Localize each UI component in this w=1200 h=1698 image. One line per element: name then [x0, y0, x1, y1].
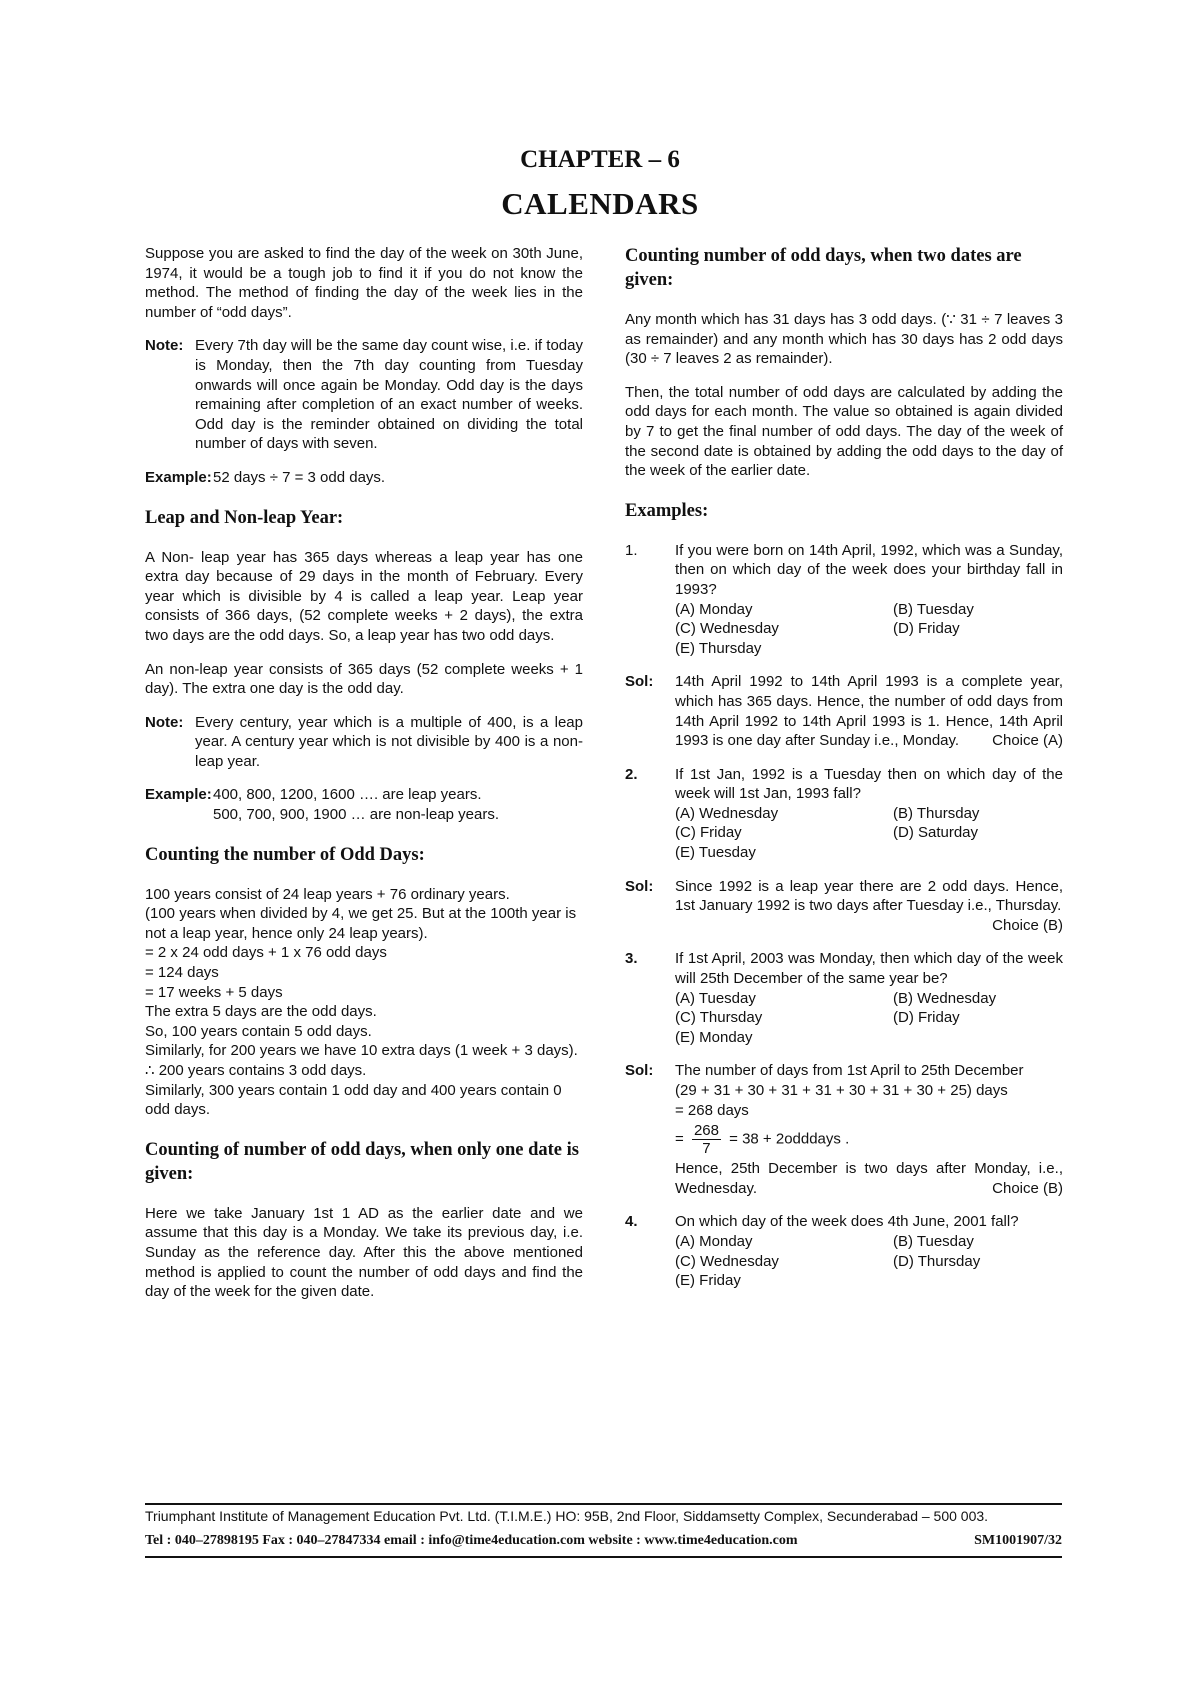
solution-3 [625, 1061, 1063, 1198]
note-text: Every century, year which is a multiple of 400, is a leap year. A century year which is not divisible by 400 is a non-leap year. [195, 713, 583, 770]
counting-line: Similarly, 300 years contain 1 odd day and 400 years contain 0 odd days. [145, 1081, 562, 1119]
fraction [692, 1122, 721, 1157]
solution-line: The number of days from 1st April to 25th December [675, 1062, 1024, 1080]
example-block [145, 468, 583, 488]
counting-line: (100 years when divided by 4, we get 25. But at the 100th year is not a leap year, hence only 24 leap years). [145, 905, 577, 942]
intro-paragraph: Suppose you are asked to find the day of the week on 30th June, 1974, it would be a tough job to find it if you do not know the method. The method of finding the day of the week lies in the number of “odd days”. [145, 245, 583, 321]
option: (C) Friday [675, 824, 742, 842]
solution-text: Hence, 25th December is two days after Monday, i.e., Wednesday. [675, 1160, 1063, 1197]
option: (D) Saturday [893, 824, 979, 842]
counting-line: = 124 days [145, 964, 219, 982]
question-text: If 1st April, 2003 was Monday, then which day of the week will 25th December of the same year be? [675, 950, 1063, 988]
question-4 [625, 1212, 1063, 1290]
solution-1 [625, 672, 1063, 750]
footer-contact-details: Tel : 040–27898195 Fax : 040–27847334 email : info@time4education.com website : www.time4education.com [145, 1533, 798, 1548]
solution-body [675, 672, 1063, 750]
solution-text: 14th April 1992 to 14th April 1993 is a complete year, which has 365 days. Hence, the number of odd days from 14th April 1992 to 14th April 1993 is 1. Hence, 14th April 1993 is one day after Sunday i.e., Monday. [675, 673, 1063, 750]
option: (A) Tuesday [675, 989, 756, 1007]
footer-address: Triumphant Institute of Management Education Pvt. Ltd. (T.I.M.E.) HO: 95B, 2nd Floor, Siddamsetty Complex, Secunderabad – 500 003. [145, 1508, 989, 1524]
question-number: 3. [625, 950, 638, 968]
option: (B) Tuesday [893, 600, 974, 618]
heading-one-date: Counting of number of odd days, when only one date is given: [145, 1139, 579, 1184]
answer-choice: Choice (A) [992, 732, 1063, 750]
option: (C) Wednesday [675, 1252, 779, 1270]
counting-line: Similarly, for 200 years we have 10 extra days (1 week + 3 days). [145, 1042, 578, 1060]
option: (B) Wednesday [893, 989, 997, 1007]
solution-conclusion [675, 1159, 1063, 1198]
option: (C) Thursday [675, 1009, 763, 1027]
counting-line: ∴ 200 years contains 3 odd days. [145, 1062, 367, 1079]
options [675, 600, 1063, 659]
option: (B) Thursday [893, 804, 980, 822]
solution-body [675, 877, 1063, 936]
question-3 [625, 949, 1063, 1047]
option: (A) Monday [675, 600, 753, 618]
option: (D) Thursday [893, 1252, 981, 1270]
footer-page-code: SM1001907/32 [974, 1533, 1062, 1548]
sol-label: Sol: [625, 1062, 654, 1080]
solution-text: Since 1992 is a leap year there are 2 odd days. Hence, 1st January 1992 is two days after Tuesday i.e., Thursday. [675, 877, 1063, 915]
heading-counting-odd-days: Counting the number of Odd Days: [145, 844, 425, 865]
option: (D) Friday [893, 620, 960, 638]
options [675, 989, 1063, 1048]
option: (E) Thursday [675, 639, 762, 657]
note-label: Note: [145, 713, 184, 731]
option: (E) Monday [675, 1028, 753, 1046]
sol-label: Sol: [625, 673, 654, 691]
counting-line: So, 100 years contain 5 odd days. [145, 1022, 372, 1040]
option: (A) Wednesday [675, 804, 779, 822]
question-text: If you were born on 14th April, 1992, which was a Sunday, then on which day of the week does your birthday fall in 1993? [675, 541, 1063, 598]
solution-line: (29 + 31 + 30 + 31 + 31 + 30 + 31 + 30 + 25) days [675, 1082, 1008, 1099]
two-dates-paragraph: Any month which has 31 days has 3 odd days. (∵ 31 ÷ 7 leaves 3 as remainder) and any month which has 30 days has 2 odd days (30 ÷ 7 leaves 2 as remainder). [625, 311, 1063, 368]
example-text: 52 days ÷ 7 = 3 odd days. [213, 468, 386, 486]
right-column [625, 244, 1063, 1305]
fraction-numerator: 268 [693, 1122, 719, 1140]
question-2 [625, 765, 1063, 863]
fraction-denominator: 7 [702, 1140, 711, 1158]
two-dates-paragraph: Then, the total number of odd days are calculated by adding the odd days for each month. The value so obtained is again divided by 7 to get the final number of odd days. The day of the week of the second date is obtained by adding the odd days to the day of the week of the earlier date. [625, 383, 1063, 480]
heading-leap-year: Leap and Non-leap Year: [145, 507, 344, 528]
note-block [145, 336, 583, 454]
question-body [675, 765, 1063, 863]
eq-prefix: = [675, 1130, 684, 1148]
footer-divider [145, 1503, 1062, 1505]
option: (D) Friday [893, 1009, 960, 1027]
counting-lines [145, 885, 583, 1120]
solution-line: = 268 days [675, 1101, 749, 1119]
question-body [675, 1212, 1063, 1290]
non-leap-paragraph: An non-leap year consists of 365 days (52 complete weeks + 1 day). The extra one day is the odd day. [145, 660, 583, 698]
example-label: Example: [145, 468, 212, 486]
footer-contacts [145, 1533, 1062, 1549]
option: (E) Friday [675, 1272, 741, 1290]
page-title: CALENDARS [501, 186, 699, 221]
option: (B) Tuesday [893, 1232, 974, 1250]
example-line: 400, 800, 1200, 1600 …. are leap years. [213, 786, 482, 804]
question-number: 4. [625, 1213, 638, 1231]
answer-choice: Choice (B) [992, 916, 1063, 934]
counting-line: 100 years consist of 24 leap years + 76 ordinary years. [145, 885, 510, 903]
question-text: On which day of the week does 4th June, 2001 fall? [675, 1213, 1019, 1231]
example-line: 500, 700, 900, 1900 … are non-leap years. [213, 806, 500, 824]
example-text [213, 785, 583, 824]
question-text: If 1st Jan, 1992 is a Tuesday then on which day of the week will 1st Jan, 1993 fall? [675, 765, 1063, 803]
counting-line: = 17 weeks + 5 days [145, 983, 283, 1001]
note-block [145, 713, 583, 772]
chapter-number: CHAPTER – 6 [520, 146, 680, 173]
solution-body [675, 1061, 1063, 1198]
options [675, 1232, 1063, 1291]
fraction-equation [675, 1122, 1063, 1157]
answer-choice: Choice (B) [992, 1179, 1063, 1197]
option: (E) Tuesday [675, 844, 756, 862]
question-number: 1. [625, 541, 638, 559]
question-body [675, 949, 1063, 1047]
left-column [145, 244, 583, 1316]
question-1 [625, 541, 1063, 659]
note-label: Note: [145, 337, 184, 355]
one-date-paragraph: Here we take January 1st 1 AD as the earlier date and we assume that this day is a Monday. We take its previous day, i.e. Sunday as the reference day. After this the above mentioned method is applied to count the number of odd days and find the day of the week for the given date. [145, 1204, 583, 1301]
counting-line: = 2 x 24 odd days + 1 x 76 odd days [145, 944, 387, 962]
example-label: Example: [145, 786, 212, 804]
example-block [145, 785, 583, 824]
question-body [675, 541, 1063, 659]
sol-label: Sol: [625, 877, 654, 895]
option: (A) Monday [675, 1232, 753, 1250]
heading-two-dates: Counting number of odd days, when two dates are given: [625, 246, 1022, 290]
question-number: 2. [625, 765, 638, 783]
note-text: Every 7th day will be the same day count wise, i.e. if today is Monday, then the 7th day counting from Tuesday onwards will once again be Monday. Odd day is the days remaining after completion of an exact number of weeks. Odd day is the reminder obtained on dividing the total number of days with seven. [195, 337, 583, 453]
heading-examples: Examples: [625, 500, 709, 521]
solution-2 [625, 877, 1063, 936]
footer-divider [145, 1556, 1062, 1558]
counting-line: The extra 5 days are the odd days. [145, 1003, 377, 1021]
eq-suffix: = 38 + 2odddays . [729, 1130, 850, 1148]
options [675, 804, 1063, 863]
leap-paragraph: A Non- leap year has 365 days whereas a leap year has one extra day because of 29 days in the month of February. Every year which is divisible by 4 is called a leap year. Leap year consists of 366 days, (52 complete weeks + 2 days), the extra two days are the odd days. So, a leap year has two odd days. [145, 548, 583, 644]
option: (C) Wednesday [675, 620, 779, 638]
